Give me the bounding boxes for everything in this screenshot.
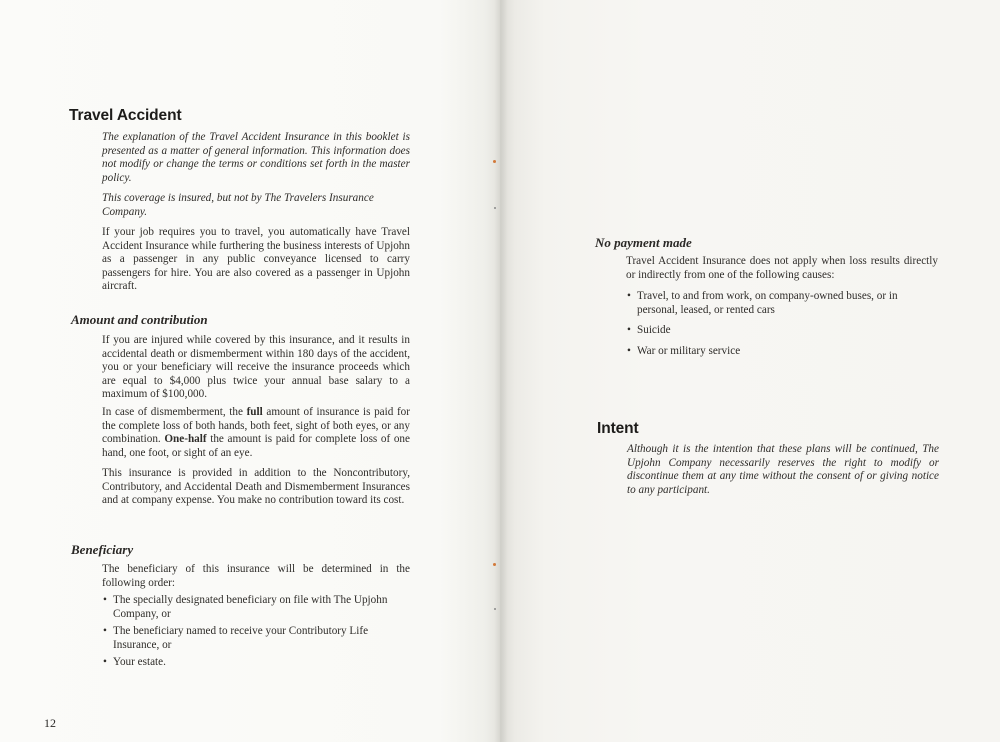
amount-paragraph-1: If you are injured while covered by this insurance, and it results in accidental death or dismemberment within 180 days of the accident, you or your beneficiary will receive the insurance proceeds which are equal to $4,000 plus twice your annual base salary to a maximum of $100,000. xyxy=(102,334,410,401)
no-payment-item-1 xyxy=(627,290,938,317)
travel-accident-intro-1: The explanation of the Travel Accident Insurance in this booklet is presented as a matter of general information. This information does not modify or change the terms or conditions set forth in the master policy. xyxy=(102,131,410,184)
bullet-icon: • xyxy=(103,656,107,668)
bullet-icon: • xyxy=(627,290,631,302)
right-page xyxy=(500,0,1000,742)
bullet-icon: • xyxy=(627,324,631,336)
beneficiary-item-text: The beneficiary named to receive your Contributory Life Insurance, or xyxy=(113,625,369,651)
book-gutter xyxy=(494,0,508,742)
no-payment-item-text: Travel, to and from work, on company-owned buses, or in personal, leased, or rented cars xyxy=(637,290,898,316)
no-payment-intro: Travel Accident Insurance does not apply when loss results directly or indirectly from one of the following causes: xyxy=(626,255,938,281)
amount-paragraph-2: In case of dismemberment, the full amount of insurance is paid for the complete loss of both hands, both feet, sight of both eyes, or any combination. One-half the amount is paid for complete loss of one hand, one foot, or sight of an eye. xyxy=(102,406,410,459)
travel-accident-heading: Travel Accident xyxy=(69,107,182,124)
no-payment-item-text: War or military service xyxy=(637,345,741,357)
bullet-icon: • xyxy=(103,625,107,637)
beneficiary-item-1 xyxy=(103,594,410,621)
amount-paragraph-3: This insurance is provided in addition to the Noncontributory, Contributory, and Accidental Death and Dismemberment Insurances and at company expense. You make no contribution toward its cost. xyxy=(102,467,410,507)
beneficiary-item-text: The specially designated beneficiary on file with The Upjohn Company, or xyxy=(113,594,388,620)
no-payment-heading: No payment made xyxy=(595,235,692,250)
full-emphasis: full xyxy=(246,406,263,418)
bullet-icon: • xyxy=(627,345,631,357)
beneficiary-item-text: Your estate. xyxy=(113,656,166,668)
bullet-icon: • xyxy=(103,594,107,606)
travel-accident-body: If your job requires you to travel, you automatically have Travel Accident Insurance while furthering the business interests of Upjohn as a passenger in any public conveyance licensed to carry passengers for hire. You are also covered as a passenger in Upjohn aircraft. xyxy=(102,226,410,293)
no-payment-item-3 xyxy=(627,345,938,359)
beneficiary-item-2 xyxy=(103,625,410,652)
page-number: 12 xyxy=(44,716,56,730)
beneficiary-heading: Beneficiary xyxy=(71,542,134,557)
intent-body: Although it is the intention that these plans will be continued, The Upjohn Company necessarily reserves the right to modify or discontinue them at any time without the consent of or giving notice to any participant. xyxy=(627,443,939,496)
beneficiary-item-3 xyxy=(103,656,410,670)
no-payment-item-text: Suicide xyxy=(637,324,671,336)
one-half-emphasis: One-half xyxy=(164,433,207,446)
intent-heading: Intent xyxy=(597,420,639,437)
no-payment-item-2 xyxy=(627,324,938,338)
amount-contribution-heading: Amount and contribution xyxy=(71,312,208,327)
beneficiary-intro: The beneficiary of this insurance will be determined in the following order: xyxy=(102,563,410,589)
travel-accident-intro-2: This coverage is insured, but not by The Travelers Insurance Company. xyxy=(102,192,374,218)
